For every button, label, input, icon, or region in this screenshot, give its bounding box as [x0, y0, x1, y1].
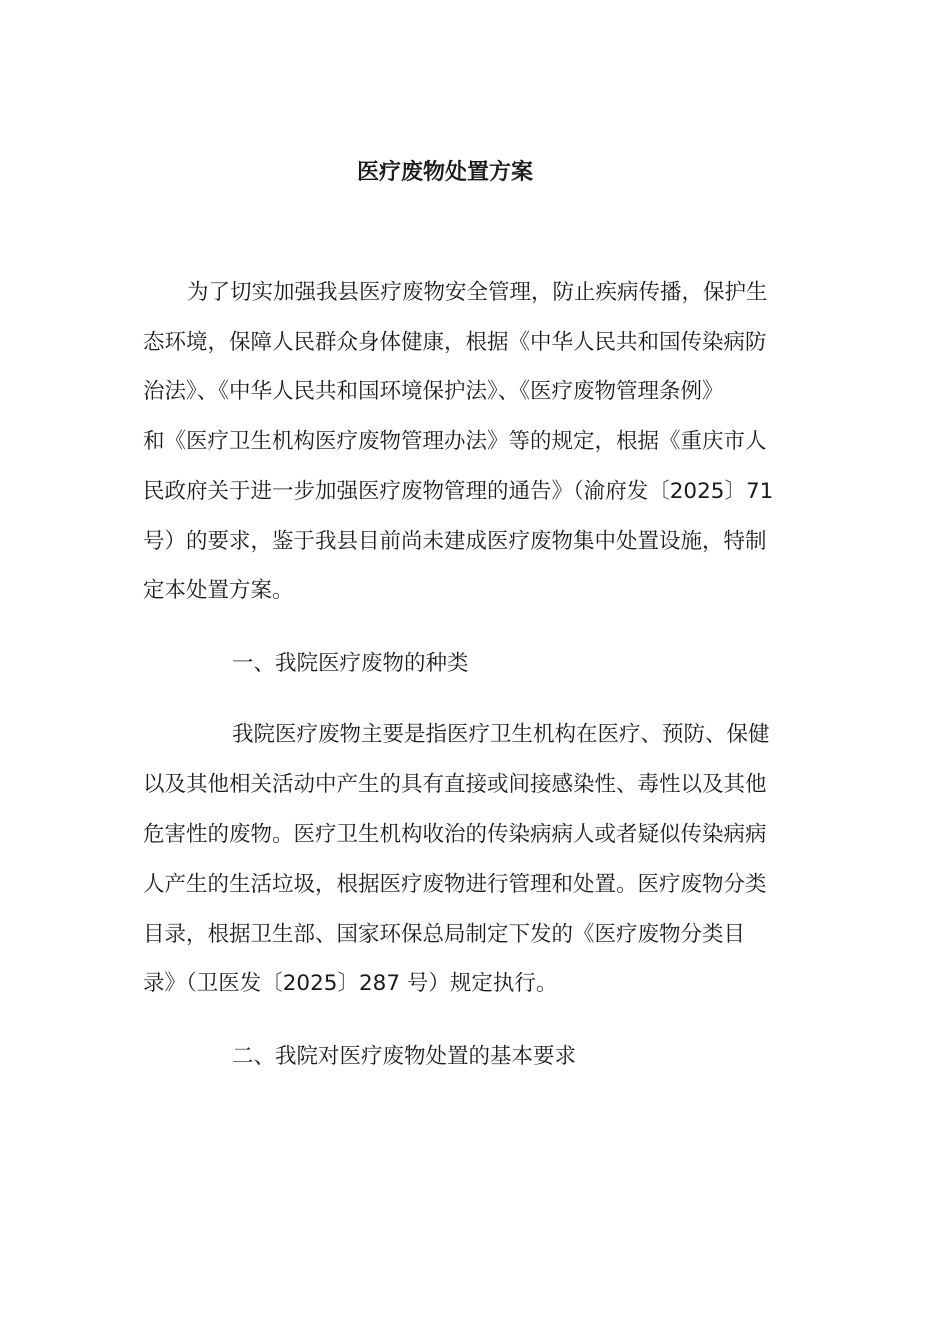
- section-heading-2: 二、我院对医疗废物处置的基本要求: [232, 1044, 577, 1069]
- document-title: 医疗废物处置方案: [356, 160, 533, 185]
- paragraph-line: 人产生的生活垃圾，根据医疗废物进行管理和处置。医疗废物分类: [143, 872, 767, 897]
- paragraph-line: 目录，根据卫生部、国家环保总局制定下发的《医疗废物分类目: [143, 922, 746, 947]
- paragraph-line: 号）的要求，鉴于我县目前尚未建成医疗废物集中处置设施，特制: [143, 529, 767, 554]
- paragraph-line: 我院医疗废物主要是指医疗卫生机构在医疗、预防、保健: [232, 722, 770, 747]
- paragraph-line: 为了切实加强我县医疗废物安全管理，防止疾病传播，保护生: [187, 280, 768, 305]
- paragraph-line: 和《医疗卫生机构医疗废物管理办法》等的规定，根据《重庆市人: [143, 429, 767, 454]
- paragraph-line: 定本处置方案。: [143, 578, 294, 603]
- paragraph-line: 态环境，保障人民群众身体健康，根据《中华人民共和国传染病防: [143, 330, 767, 355]
- paragraph-line: 民政府关于进一步加强医疗废物管理的通告》（渝府发〔2025〕71: [143, 479, 774, 504]
- paragraph-line: 危害性的废物。医疗卫生机构收治的传染病病人或者疑似传染病病: [143, 822, 767, 847]
- paragraph-line: 治法》、《中华人民共和国环境保护法》、《医疗废物管理条例》: [143, 379, 724, 404]
- paragraph-line: 录》（卫医发〔2025〕287 号）规定执行。: [143, 971, 558, 996]
- section-heading-1: 一、我院医疗废物的种类: [232, 651, 469, 676]
- paragraph-line: 以及其他相关活动中产生的具有直接或间接感染性、毒性以及其他: [143, 772, 767, 797]
